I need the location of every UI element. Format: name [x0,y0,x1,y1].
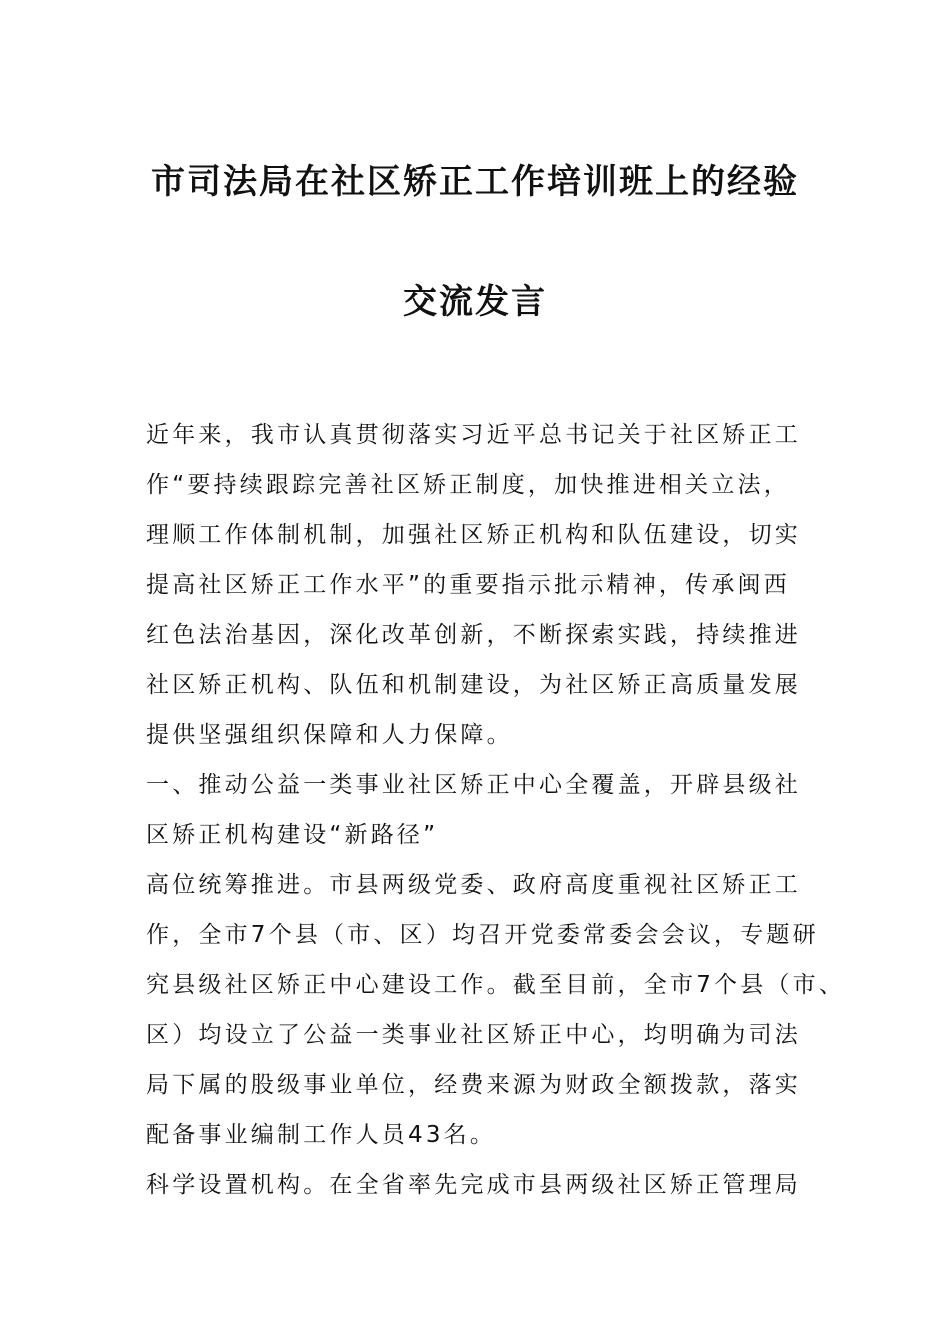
body-line: 作，全市7个县（市、区）均召开党委常委会会议，专题研 [146,922,819,948]
body-line: 作“要持续跟踪完善社区矫正制度，加快推进相关立法， [146,472,790,498]
section-heading-line: 一、推动公益一类事业社区矫正中心全覆盖，开辟县级社 [146,772,801,798]
body-line: 局下属的股级事业单位，经费来源为财政全额拨款，落实 [146,1072,801,1098]
body-line: 配备事业编制工作人员43名。 [146,1122,497,1148]
document-title-line-1: 市司法局在社区矫正工作培训班上的经验 [151,162,799,202]
body-line: 提高社区矫正工作水平”的重要指示批示精神，传承闽西 [146,572,790,598]
body-line: 区）均设立了公益一类事业社区矫正中心，均明确为司法 [146,1022,801,1048]
body-line: 高位统筹推进。市县两级党委、政府高度重视社区矫正工 [146,872,801,898]
body-line: 提供坚强组织保障和人力保障。 [146,722,513,748]
body-line: 红色法治基因，深化改革创新，不断探索实践，持续推进 [146,622,801,648]
body-line: 近年来，我市认真贯彻落实习近平总书记关于社区矫正工 [146,422,801,448]
body-line: 究县级社区矫正中心建设工作。截至目前，全市7个县（市、 [146,972,846,998]
body-line: 科学设置机构。在全省率先完成市县两级社区矫正管理局 [146,1172,801,1198]
document-body [146,410,846,1210]
body-line: 社区矫正机构、队伍和机制建设，为社区矫正高质量发展 [146,672,801,698]
section-heading-line: 区矫正机构建设“新路径” [146,822,439,848]
body-line: 理顺工作体制机制，加强社区矫正机构和队伍建设，切实 [146,522,801,548]
document-title-line-2: 交流发言 [403,282,547,322]
